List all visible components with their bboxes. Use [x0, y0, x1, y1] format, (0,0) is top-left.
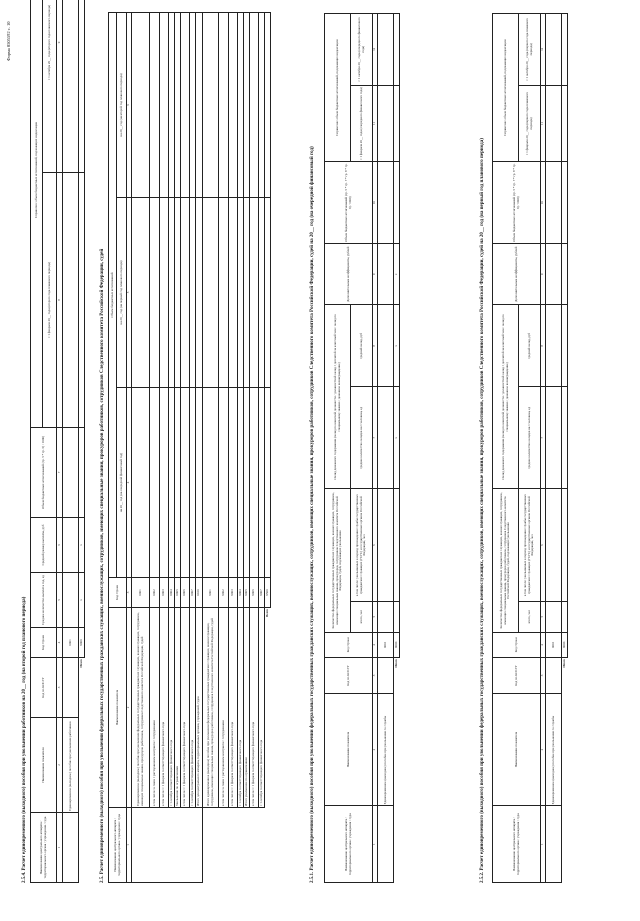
itogo-label: Итого: [393, 659, 398, 668]
col-num: 3: [541, 658, 546, 694]
header-count: Среднее количество выплат в год, ед: [31, 573, 57, 628]
header-reference-feb: с 1 февраля 20__ года (очередного финансового года): [351, 85, 373, 162]
header-reference: Справочно: объем бюджетных ассигнований, подлежащих индексации: [31, 0, 43, 428]
header-period-3: на 20__ год (на второй год планового периода): [117, 13, 127, 198]
row-code: 0010: [196, 578, 203, 608]
col-num: 3: [373, 658, 378, 694]
col-num: 9: [541, 244, 546, 305]
col-num: 5: [373, 601, 378, 632]
col-num: 4: [541, 632, 546, 658]
col-num: 9: [373, 244, 378, 305]
header-avg: Средний размер выплаты, руб: [31, 518, 57, 573]
section-2-5-title: 2.5. Расчет единовременного (выходного) пособия при увольнении федеральных государственных гражданских служащих, военнослужащих, сотрудников, имеющих специальные звания, прокуроров работников, сотрудников Следственного комитета Российской Федерации, судей: [100, 248, 105, 883]
header-reference-feb: с 1 февраля 20__ года (второго года планового периода): [43, 173, 57, 428]
section-2-5-4-title: 2.5.4. Расчет единовременного (выходного) пособия при увольнении работников на 20__ год (на второй год планового периода): [22, 596, 27, 883]
col-num: 1: [373, 806, 378, 883]
section-2-5-table: [108, 12, 271, 883]
col-num: 1: [541, 806, 546, 883]
itogo-code: 9000: [562, 632, 568, 658]
row-label: с 1 октября соответствующего финансового года: [238, 608, 244, 808]
header-code: Код строки: [493, 632, 541, 658]
col-num: 10: [541, 162, 546, 244]
row-code: 0001: [63, 628, 79, 658]
row-label: в том числе: с 1 февраля соответствующего финансового года: [250, 608, 259, 808]
col-num: 12: [373, 14, 378, 86]
row-label: с 1 октября соответствующего финансового года: [190, 608, 196, 808]
col-num: 6: [541, 489, 546, 601]
col-num: 2: [373, 693, 378, 805]
itogo-label: Итого: [78, 659, 83, 668]
col-num: 2: [127, 608, 132, 808]
header-total: всего, чел: [351, 601, 373, 632]
row-code: 0002: [150, 578, 160, 608]
header-volume: Объем бюджетных ассигнований (гр. 5 * гр. 7 * гр. 8 * гр. 9) / 1000): [325, 162, 373, 244]
section-2-5-1-table: [324, 13, 400, 883]
header-coef: Дополнительные коэффициенты, рублей: [325, 244, 373, 305]
col-num: 8: [373, 305, 378, 387]
col-num: 9: [57, 0, 63, 173]
header-code: Код строки: [109, 578, 127, 608]
col-num: 4: [57, 628, 63, 658]
row-code: 0001: [546, 632, 562, 658]
vsego-label: Всего: [264, 609, 269, 617]
col-num: 5: [57, 573, 63, 628]
x-mark: x: [394, 244, 400, 305]
row-label: в том числе: в связи с расторжением контракта с сотрудниками: [219, 608, 229, 808]
row-label: Итого единовременное (выходное) пособие при увольнении федеральных государственных гражданских служащих, военнослужащих, сотрудников, имеющих специальные звания, прокуроров работников, сотрудников Следственного комитета Российской Федерации, судей: [203, 608, 219, 808]
vsego-code: 9500: [265, 578, 271, 608]
col-num: 6: [57, 518, 63, 573]
row-code: 0006: [181, 578, 190, 608]
header-org: Наименование центрального аппарата / территориального органа / учреждения / суда: [109, 808, 127, 883]
col-num: 3: [127, 578, 132, 608]
col-num: 4: [373, 632, 378, 658]
row-code: 0003: [160, 578, 169, 608]
col-num: 12: [541, 14, 546, 86]
row-label: Увольнение по ограничениям: [175, 608, 181, 808]
header-avg-size: средний оклад, руб: [351, 305, 373, 387]
x-mark: x: [394, 387, 400, 489]
header-kosgu: Код по КОСГУ: [493, 658, 541, 694]
row-code: 9004: [238, 578, 244, 608]
row-label: Единовременное (выходное) пособие при увольнении со службы: [546, 693, 562, 805]
header-incl: в том числе: увольняемых в период прохождения службы государственных гражданских служащих (ГСГС) и государственных органов Российской Федерации, чел: [519, 489, 541, 601]
row-label: в том числе: с 1 февраля соответствующего финансового года: [181, 608, 190, 808]
header-avg-count: среднее количество окладов на 1 человека, ед: [351, 387, 373, 489]
row-code: 9006: [250, 578, 259, 608]
col-num: 5: [541, 601, 546, 632]
header-volume: Объем бюджетных ассигнований: [109, 13, 117, 578]
row-label: Единовременное (выходное) пособие при увольнении федеральных государственных гражданских служащих, военнослужащих, сотрудников, имеющих специальные звания, прокуроров работников, сотрудников Следственного комитета Российской Федерации, судей: [132, 608, 150, 808]
row-code: 0001: [132, 578, 150, 608]
row-label: с 1 октября соответствующего финансового года: [169, 608, 175, 808]
row-label: в том числе: с 1 февраля соответствующего финансового года: [229, 608, 238, 808]
row-label: в том числе: в связи с расторжением контракта с сотрудниками: [150, 608, 160, 808]
col-num: 7: [541, 387, 546, 489]
col-num: 2: [57, 718, 63, 813]
col-num: 8: [541, 305, 546, 387]
row-label: в том числе: с 1 февраля соответствующего финансового года: [160, 608, 169, 808]
section-2-5-4-table: [30, 0, 85, 883]
col-num: 7: [57, 428, 63, 518]
col-num: 10: [373, 162, 378, 244]
header-period-2: на 20__ год (на первый год планового периода): [117, 198, 127, 388]
itogo-code: 9000: [79, 628, 85, 658]
header-incl: в том числе: увольняемых в период прохождения службы государственных гражданских служащих (ГСГС) и государственных органов Российской Федерации, чел: [351, 489, 373, 601]
row-code: 9002: [219, 578, 229, 608]
row-code: 9007: [259, 578, 265, 608]
header-salary: Оклад денежного содержания (оклад по воинской должности / должностной оклад с доплатой за классный чин / оклад по специальному званию / денежное вознаграждение): [493, 305, 519, 489]
form-number: Форма 0505592 с. 10: [6, 21, 11, 61]
itogo-label: Итого: [561, 659, 566, 668]
row-label: Итого для центрального аппарата, территориальных органов, учреждений, судов: [196, 608, 203, 808]
header-code: Код строки: [325, 632, 373, 658]
header-name: Наименование показателя: [109, 608, 127, 808]
col-num: 11: [541, 85, 546, 162]
header-reference-oct: с 1 октября 20__ года (очередного финансового года): [351, 14, 373, 86]
section-2-5-2-title: 2.5.2. Расчет единовременного (выходного) пособия при увольнении федеральных государственных гражданских служащих, военнослужащих, сотрудников, имеющих специальные звания, прокуроров работников, сотрудников Следственного комитета Российской Федерации, судей на 20__ год (на первый год планового периода): [480, 138, 485, 883]
row-label: Единовременное (выходное) пособие при увольнении со службы: [378, 693, 394, 805]
header-org: Наименование центрального аппарата / территориального органа / учреждения / суда: [325, 806, 373, 883]
header-total: всего, чел: [519, 601, 541, 632]
col-num: 1: [127, 808, 132, 883]
header-org: Наименование центрального аппарата / территориального органа / учреждения / суда: [493, 806, 541, 883]
header-volume: Объем бюджетных ассигнований (гр. 5 * гр. 6) / 1000): [31, 428, 57, 518]
header-reference-feb: с 1 февраля 20__ года (первого года планового периода): [519, 85, 541, 162]
col-num: 3: [57, 658, 63, 718]
row-code: 9003: [229, 578, 238, 608]
x-mark: x: [79, 518, 85, 573]
header-name: Наименование показателя: [493, 693, 541, 805]
col-num: 11: [373, 85, 378, 162]
header-reference-oct: с 1 октября 20__ года (второго года планового периода): [43, 0, 57, 173]
header-salary: Оклад денежного содержания (оклад по воинской должности / должностной оклад с доплатой за классный чин / оклад по специальному званию / денежное вознаграждение): [325, 305, 351, 489]
header-reference: Справочно: объем бюджетных ассигнований, подлежащих индексации: [493, 14, 519, 162]
section-2-5-1-title: 2.5.1. Расчет единовременного (выходного) пособия при увольнении федеральных государственных гражданских служащих, военнослужащих, сотрудников, имеющих специальные звания, прокуроров работников, сотрудников Следственного комитета Российской Федерации, судей на 20__ год (на очередной финансовый год): [310, 146, 315, 883]
header-kosgu: Код по КОСГУ: [325, 658, 373, 694]
header-period-1: на 20__ год (на очередной финансовый год): [117, 388, 127, 578]
header-name: Наименование показателя: [31, 718, 57, 813]
row-label: с 1 октября соответствующего финансового года: [259, 608, 265, 808]
row-code: 0005: [175, 578, 181, 608]
section-2-5-2-table: [492, 13, 568, 883]
header-reference-oct: с 1 октября 20__ года (первого года планового периода): [519, 14, 541, 86]
col-num: 6: [373, 489, 378, 601]
x-mark: x: [394, 305, 400, 387]
header-count: Количество федеральных государственных гражданских служащих, военнослужащих, сотрудников, имеющих специальные звания, прокуроров работников, сотрудников Следственного комитета Российской Федерации, судей, подлежащих увольнению: [493, 489, 519, 632]
header-kosgu: Код по КОСГУ: [31, 658, 57, 718]
row-code: 9005: [244, 578, 250, 608]
header-code: Код строки: [31, 628, 57, 658]
col-num: 6: [127, 13, 132, 198]
header-coef: Дополнительные коэффициенты, рублей: [493, 244, 541, 305]
header-org: Наименование центрального аппарата / территориального органа / учреждения / суда: [31, 813, 57, 883]
col-num: 8: [57, 173, 63, 428]
row-code: 0001: [378, 632, 394, 658]
header-name: Наименование показателя: [325, 693, 373, 805]
header-reference: Справочно: объем бюджетных ассигнований, подлежащих индексации: [325, 14, 351, 162]
col-num: 5: [127, 198, 132, 388]
row-label: Единовременное (выходное) пособие при увольнении работников: [63, 718, 79, 813]
header-count: Количество федеральных государственных гражданских служащих, военнослужащих, сотрудников, имеющих специальные звания, прокуроров, сотрудников Следственного комитета Российской Федерации, судей, подлежащих увольнению: [325, 489, 351, 632]
row-code: 0007: [190, 578, 196, 608]
row-label: Итого увольнение по ограничениям: [244, 608, 250, 808]
row-code: 0004: [169, 578, 175, 608]
header-avg-count: среднее количество окладов на 1 человека, ед: [519, 387, 541, 489]
x-mark: x: [79, 573, 85, 628]
row-code: 9001: [203, 578, 219, 608]
itogo-code: 9000: [394, 632, 400, 658]
header-avg-size: средний оклад, руб: [519, 305, 541, 387]
col-num: 7: [373, 387, 378, 489]
col-num: 1: [57, 813, 63, 883]
col-num: 4: [127, 388, 132, 578]
header-volume: Объем бюджетных ассигнований (гр. 5 * гр. 7 * гр. 8 * гр. 9) / 1000): [493, 162, 541, 244]
col-num: 2: [541, 693, 546, 805]
